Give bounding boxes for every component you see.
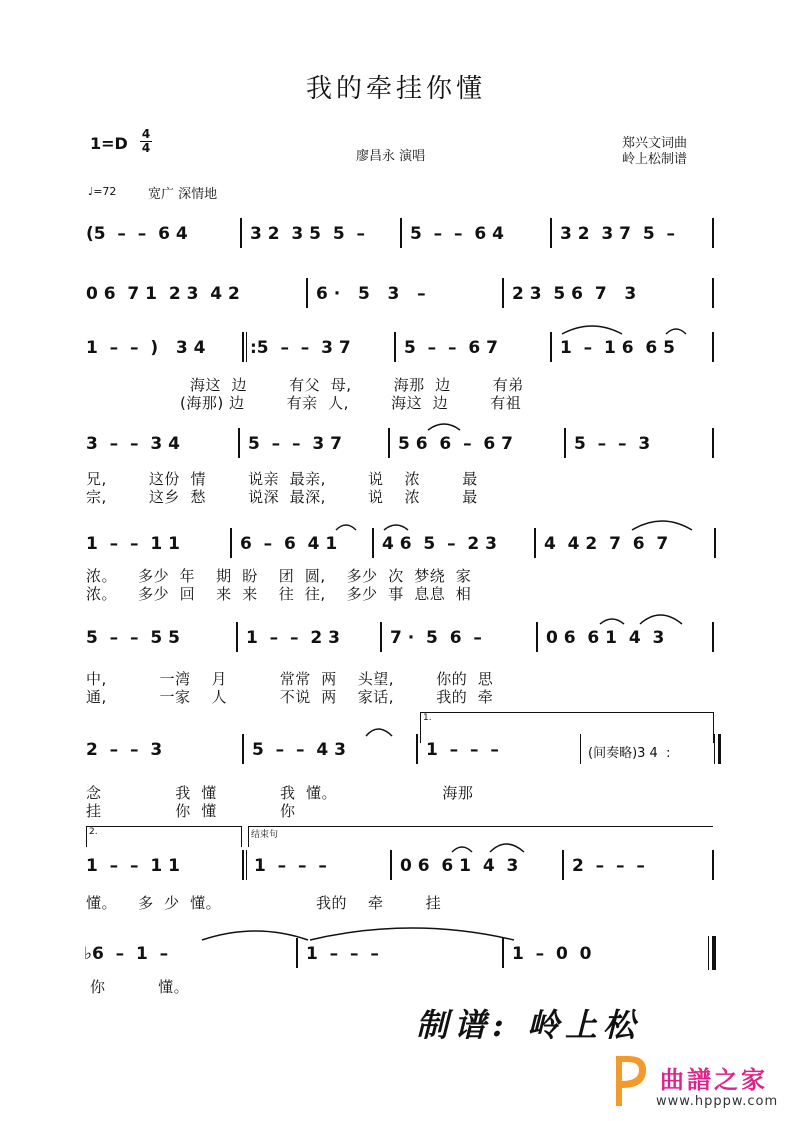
measure: 1 – – – bbox=[254, 856, 327, 876]
measure: 5 – – 3 bbox=[574, 434, 651, 454]
measure: 1 – – ) 3 4 bbox=[86, 338, 206, 358]
lyrics-verse-1: 浓。 多少 年 期 盼 团 圆, 多少 次 梦绕 家 bbox=[86, 567, 472, 585]
lyrics-verse-2: (海那) 边 有亲 人, 海这 边 有祖 bbox=[180, 394, 522, 412]
slur-arc bbox=[428, 424, 460, 430]
measure: 1 – 0 0 bbox=[512, 944, 592, 964]
tie-arc bbox=[310, 928, 514, 940]
slur-arc bbox=[490, 844, 524, 852]
lyrics-verse-2: 挂 你 懂 你 bbox=[86, 802, 296, 820]
measure: 5 – – 3 7 bbox=[248, 434, 342, 454]
lyrics-verse-1: 念 我 懂 我 懂。 海那 bbox=[86, 784, 474, 802]
coda-bracket: 结束句 bbox=[248, 826, 713, 847]
slur-arc bbox=[666, 329, 686, 334]
measure: 5 6 6 – 6 7 bbox=[398, 434, 513, 454]
measure: 5 – – 4 3 bbox=[252, 740, 346, 760]
volta-bracket-2: 2. bbox=[86, 826, 242, 847]
site-logo-icon bbox=[608, 1050, 654, 1110]
measure: 1 – – 1 1 bbox=[86, 856, 180, 876]
lyrics-verse-2: 通, 一家 人 不说 两 家话, 我的 牵 bbox=[86, 688, 494, 706]
measure: 1 – – 1 1 bbox=[86, 534, 180, 554]
volta-bracket-1: 1. bbox=[420, 712, 714, 743]
measure: 5 – – 6 4 bbox=[410, 224, 504, 244]
slur-arc bbox=[600, 619, 624, 624]
measure: (间奏略)3 4 : bbox=[588, 746, 671, 761]
slur-arc bbox=[366, 729, 392, 736]
measure: 5 – – 5 5 bbox=[86, 628, 180, 648]
measure: ♭6 – 1 – bbox=[84, 944, 169, 964]
measure: 4 6 5 – 2 3 bbox=[382, 534, 497, 554]
transcriber-signature: 制谱: 岭上松 bbox=[416, 1006, 641, 1044]
slur-arc bbox=[452, 847, 472, 852]
measure: 2 3 5 6 7 3 bbox=[512, 284, 637, 304]
measure: 5 – – 6 7 bbox=[404, 338, 498, 358]
lyrics-verse-1: 兄, 这份 情 说亲 最亲, 说 浓 最 bbox=[86, 470, 478, 488]
measure: 2 – – 3 bbox=[86, 740, 163, 760]
slur-arc bbox=[632, 521, 692, 530]
composer-line: 郑兴文词曲 bbox=[622, 136, 688, 151]
measure: 0 6 6 1 4 3 bbox=[400, 856, 519, 876]
singer-credit: 廖昌永 演唱 bbox=[356, 149, 426, 164]
lyrics-verse-2: 浓。 多少 回 来 来 往 往, 多少 事 息息 相 bbox=[86, 585, 472, 603]
measure: 6 · 5 3 – bbox=[316, 284, 426, 304]
lyrics-verse-1: 海这 边 有父 母, 海那 边 有弟 bbox=[190, 376, 524, 394]
time-sig-top: 4 bbox=[141, 127, 151, 141]
page-title: 我的牵挂你懂 bbox=[305, 74, 486, 104]
measure: 1 – – 2 3 bbox=[246, 628, 340, 648]
watermark-name: 曲譜之家 bbox=[660, 1066, 768, 1094]
measure: 3 2 3 7 5 – bbox=[560, 224, 675, 244]
slur-arc bbox=[336, 525, 356, 530]
measure: 1 – 1 6 6 5 bbox=[560, 338, 675, 358]
measure: 7 · 5 6 – bbox=[390, 628, 482, 648]
lyrics-verse-1: 你 懂。 bbox=[90, 978, 190, 996]
measure: 0 6 6 1 4 3 bbox=[546, 628, 665, 648]
measure: 4 4 2 7 6 7 bbox=[544, 534, 669, 554]
measure: 6 – 6 4 1 bbox=[240, 534, 338, 554]
measure: 3 – – 3 4 bbox=[86, 434, 180, 454]
measure: 2 – – – bbox=[572, 856, 645, 876]
slur-arc bbox=[562, 326, 622, 334]
transcriber-line: 岭上松制谱 bbox=[622, 152, 688, 167]
measure: 1 – – – bbox=[426, 740, 499, 760]
slur-arc bbox=[640, 615, 682, 624]
lyrics-verse-1: 中, 一湾 月 常常 两 头望, 你的 思 bbox=[86, 670, 494, 688]
slur-arc bbox=[384, 525, 408, 530]
time-sig-bottom: 4 bbox=[141, 141, 151, 155]
expression-marking: 宽广 深情地 bbox=[148, 187, 218, 202]
tempo-marking: ♩=72 bbox=[88, 185, 117, 198]
lyrics-verse-2: 宗, 这乡 愁 说深 最深, 说 浓 最 bbox=[86, 488, 478, 506]
measure: 3 2 3 5 5 – bbox=[250, 224, 365, 244]
measure: (5 – – 6 4 bbox=[86, 224, 188, 244]
lyrics-verse-1: 懂。 多 少 懂。 我的 牵 挂 bbox=[86, 894, 442, 912]
measure: 1 – – – bbox=[306, 944, 379, 964]
measure: :5 – – 3 7 bbox=[250, 338, 351, 358]
tie-arc bbox=[202, 931, 308, 940]
watermark-url: www.hpppw.com bbox=[656, 1094, 779, 1109]
key-signature: 1=D bbox=[90, 134, 128, 153]
measure: 0 6 7 1 2 3 4 2 bbox=[86, 284, 240, 304]
